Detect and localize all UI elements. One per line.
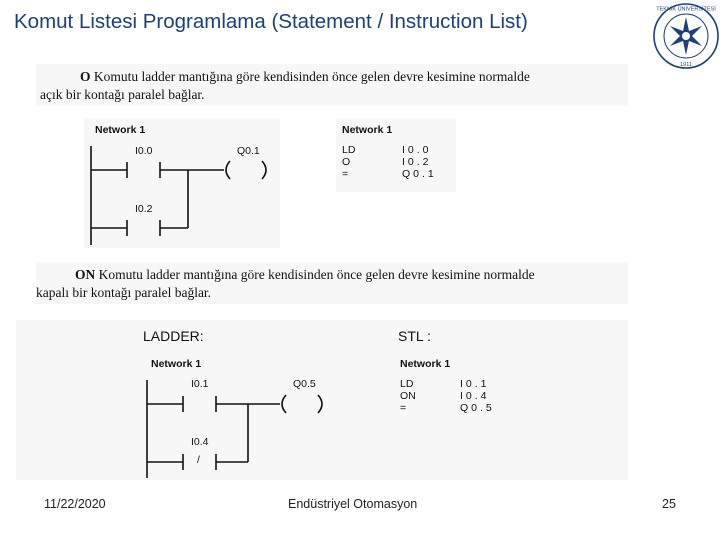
stl2-op: ON (400, 390, 416, 402)
section1-line2: açık bir kontağı paralel bağlar. (40, 87, 205, 102)
ladder2-network-label: Network 1 (151, 358, 202, 370)
stl2-arg: Q0.5 (460, 402, 495, 414)
section2-line2: kapalı bir kontağı paralel bağlar. (36, 285, 212, 300)
ladder1-contact-bottom-label: I0.2 (135, 203, 153, 215)
section1-keyword: O (80, 69, 91, 84)
section2-line1: Komutu ladder mantığına göre kendisinden önce gelen devre kesimine normalde (95, 267, 535, 282)
ladder2-coil-left (282, 395, 286, 413)
stl2-network-label: Network 1 (400, 358, 451, 370)
stl1-op: O (342, 156, 351, 168)
stl2-op: = (400, 402, 407, 414)
ladder2-coil-label: Q0.5 (293, 378, 316, 390)
nc-slash-mark: / (197, 454, 200, 466)
stl1-op: LD (342, 144, 356, 156)
svg-text:TEKNİK ÜNİVERSİTESİ: TEKNİK ÜNİVERSİTESİ (656, 6, 716, 13)
ladder1-contact-top-label: I0.0 (135, 145, 153, 157)
footer-course: Endüstriyel Otomasyon (288, 497, 418, 511)
stl2-op: LD (400, 378, 414, 390)
section2-keyword: ON (75, 267, 96, 282)
ladder2-coil-right (318, 395, 322, 413)
stl1-network-label: Network 1 (342, 124, 393, 136)
ladder1-coil-left (226, 161, 230, 179)
footer-page-number: 25 (662, 497, 676, 511)
stl2-arg: I0.4 (460, 390, 490, 402)
section1-line1: Komutu ladder mantığına göre kendisinden önce gelen devre kesimine normalde (90, 69, 530, 84)
ladder2-contact-bottom-label: I0.4 (191, 436, 209, 448)
ladder1-coil-right (262, 161, 266, 179)
stl1-arg: I0.0 (402, 144, 432, 156)
stl1-arg: Q0.1 (402, 168, 437, 180)
svg-text:1911: 1911 (680, 62, 692, 68)
ladder1-coil-label: Q0.1 (237, 145, 260, 157)
ladder-heading: LADDER: (143, 328, 204, 344)
stl1-arg: I0.2 (402, 156, 432, 168)
stl2-arg: I0.1 (460, 378, 490, 390)
ladder2-contact-top-label: I0.1 (191, 378, 209, 390)
footer-date: 11/22/2020 (44, 497, 106, 511)
ladder1-network-label: Network 1 (95, 124, 146, 136)
slide-title: Komut Listesi Programlama (Statement / Instruction List) (14, 10, 528, 33)
stl1-op: = (342, 168, 349, 180)
stl-heading: STL : (398, 328, 431, 344)
